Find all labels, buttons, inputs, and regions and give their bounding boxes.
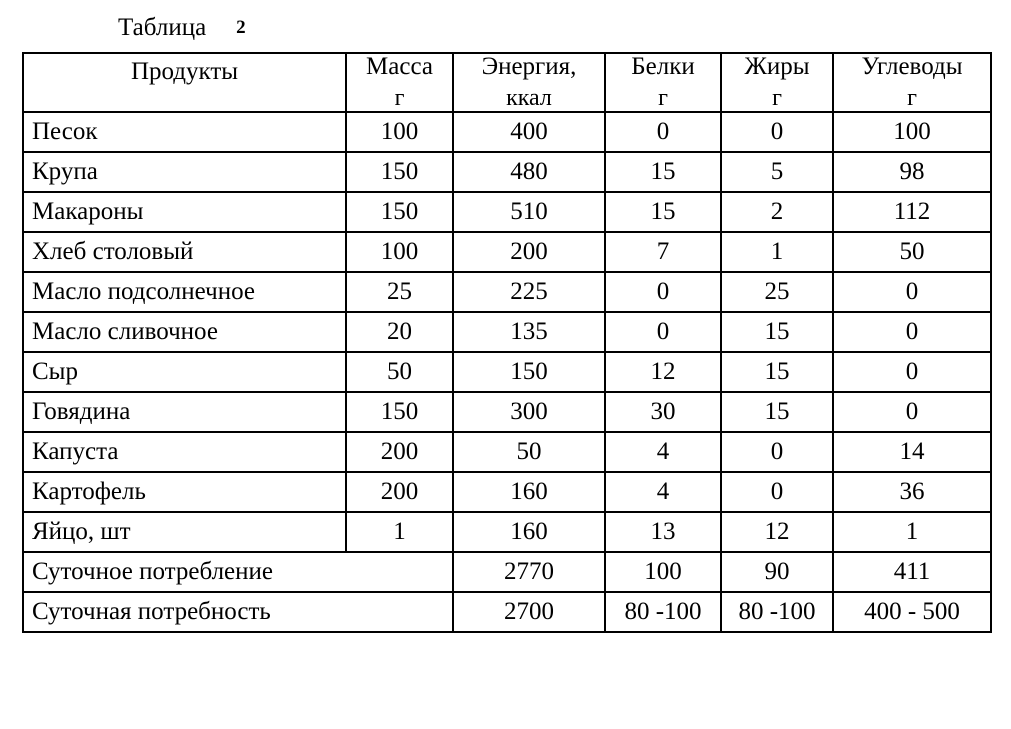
column-header-mass-unit: г [394, 85, 405, 112]
table-header-row [23, 53, 991, 112]
cell-energy: 300 [453, 392, 605, 432]
cell-mass: 25 [346, 272, 453, 312]
cell-carbs: 0 [833, 352, 991, 392]
column-header-energy [453, 53, 605, 112]
table-caption [118, 14, 246, 42]
cell-fat: 1 [721, 232, 833, 272]
cell-fat: 15 [721, 352, 833, 392]
cell-carbs: 411 [833, 552, 991, 592]
cell-energy: 50 [453, 432, 605, 472]
column-header-product-label: Продукты [130, 58, 239, 85]
cell-energy: 160 [453, 512, 605, 552]
cell-protein: 30 [605, 392, 721, 432]
table-row-summary-consumption [23, 552, 991, 592]
cell-fat: 2 [721, 192, 833, 232]
cell-energy: 135 [453, 312, 605, 352]
cell-protein: 4 [605, 432, 721, 472]
table-row [23, 312, 991, 352]
cell-mass: 20 [346, 312, 453, 352]
table-row [23, 232, 991, 272]
table-row [23, 272, 991, 312]
cell-product: Песок [23, 112, 346, 152]
column-header-fat-unit: г [772, 85, 782, 112]
cell-carbs: 50 [833, 232, 991, 272]
cell-energy: 2770 [453, 552, 605, 592]
table-body [23, 112, 991, 632]
table-row [23, 392, 991, 432]
cell-mass: 1 [346, 512, 453, 552]
table-row [23, 112, 991, 152]
cell-fat: 0 [721, 112, 833, 152]
cell-carbs: 100 [833, 112, 991, 152]
cell-carbs: 36 [833, 472, 991, 512]
cell-mass: 200 [346, 472, 453, 512]
cell-mass: 150 [346, 152, 453, 192]
cell-product: Яйцо, шт [23, 512, 346, 552]
cell-protein: 100 [605, 552, 721, 592]
column-header-mass-label: Масса [366, 53, 433, 80]
cell-carbs: 14 [833, 432, 991, 472]
cell-mass: 100 [346, 112, 453, 152]
cell-protein: 7 [605, 232, 721, 272]
cell-carbs: 1 [833, 512, 991, 552]
table-row-summary-requirement [23, 592, 991, 632]
table-caption-number: 2 [236, 17, 246, 38]
cell-protein: 4 [605, 472, 721, 512]
cell-protein: 0 [605, 112, 721, 152]
column-header-protein-label: Белки [631, 53, 695, 80]
cell-energy: 480 [453, 152, 605, 192]
cell-carbs: 0 [833, 392, 991, 432]
table-row [23, 432, 991, 472]
table-row [23, 152, 991, 192]
nutrition-table [22, 52, 992, 633]
cell-fat: 5 [721, 152, 833, 192]
column-header-carbs-unit: г [907, 85, 917, 112]
cell-mass: 100 [346, 232, 453, 272]
cell-energy: 400 [453, 112, 605, 152]
cell-mass: 150 [346, 192, 453, 232]
cell-protein: 13 [605, 512, 721, 552]
cell-carbs: 0 [833, 272, 991, 312]
column-header-fat-label: Жиры [744, 53, 810, 80]
cell-protein: 15 [605, 192, 721, 232]
cell-fat: 12 [721, 512, 833, 552]
cell-energy: 2700 [453, 592, 605, 632]
cell-fat: 15 [721, 392, 833, 432]
cell-product: Крупа [23, 152, 346, 192]
column-header-mass [346, 53, 453, 112]
column-header-fat [721, 53, 833, 112]
cell-carbs: 400 - 500 [833, 592, 991, 632]
column-header-energy-label: Энергия, [481, 53, 577, 80]
cell-protein: 12 [605, 352, 721, 392]
cell-protein: 0 [605, 312, 721, 352]
cell-protein: 80 -100 [605, 592, 721, 632]
cell-energy: 200 [453, 232, 605, 272]
cell-fat: 90 [721, 552, 833, 592]
cell-protein: 15 [605, 152, 721, 192]
table-caption-label: Таблица [118, 14, 207, 41]
cell-energy: 510 [453, 192, 605, 232]
cell-fat: 0 [721, 472, 833, 512]
cell-product: Картофель [23, 472, 346, 512]
cell-fat: 25 [721, 272, 833, 312]
cell-mass: 150 [346, 392, 453, 432]
cell-summary-label: Суточное потребление [23, 552, 453, 592]
column-header-protein [605, 53, 721, 112]
cell-protein: 0 [605, 272, 721, 312]
table-row [23, 472, 991, 512]
cell-product: Капуста [23, 432, 346, 472]
cell-mass: 200 [346, 432, 453, 472]
table-row [23, 512, 991, 552]
cell-product: Макароны [23, 192, 346, 232]
cell-summary-label: Суточная потребность [23, 592, 453, 632]
cell-energy: 150 [453, 352, 605, 392]
column-header-energy-unit: ккал [506, 85, 552, 112]
cell-carbs: 0 [833, 312, 991, 352]
table-row [23, 352, 991, 392]
column-header-carbs [833, 53, 991, 112]
cell-product: Масло подсолнечное [23, 272, 346, 312]
cell-energy: 225 [453, 272, 605, 312]
column-header-protein-unit: г [658, 85, 668, 112]
cell-mass: 50 [346, 352, 453, 392]
cell-product: Говядина [23, 392, 346, 432]
cell-product: Сыр [23, 352, 346, 392]
cell-carbs: 112 [833, 192, 991, 232]
cell-fat: 15 [721, 312, 833, 352]
column-header-product [23, 53, 346, 112]
column-header-carbs-label: Углеводы [861, 53, 963, 80]
cell-carbs: 98 [833, 152, 991, 192]
cell-product: Масло сливочное [23, 312, 346, 352]
cell-fat: 0 [721, 432, 833, 472]
cell-product: Хлеб столовый [23, 232, 346, 272]
cell-energy: 160 [453, 472, 605, 512]
cell-fat: 80 -100 [721, 592, 833, 632]
table-row [23, 192, 991, 232]
